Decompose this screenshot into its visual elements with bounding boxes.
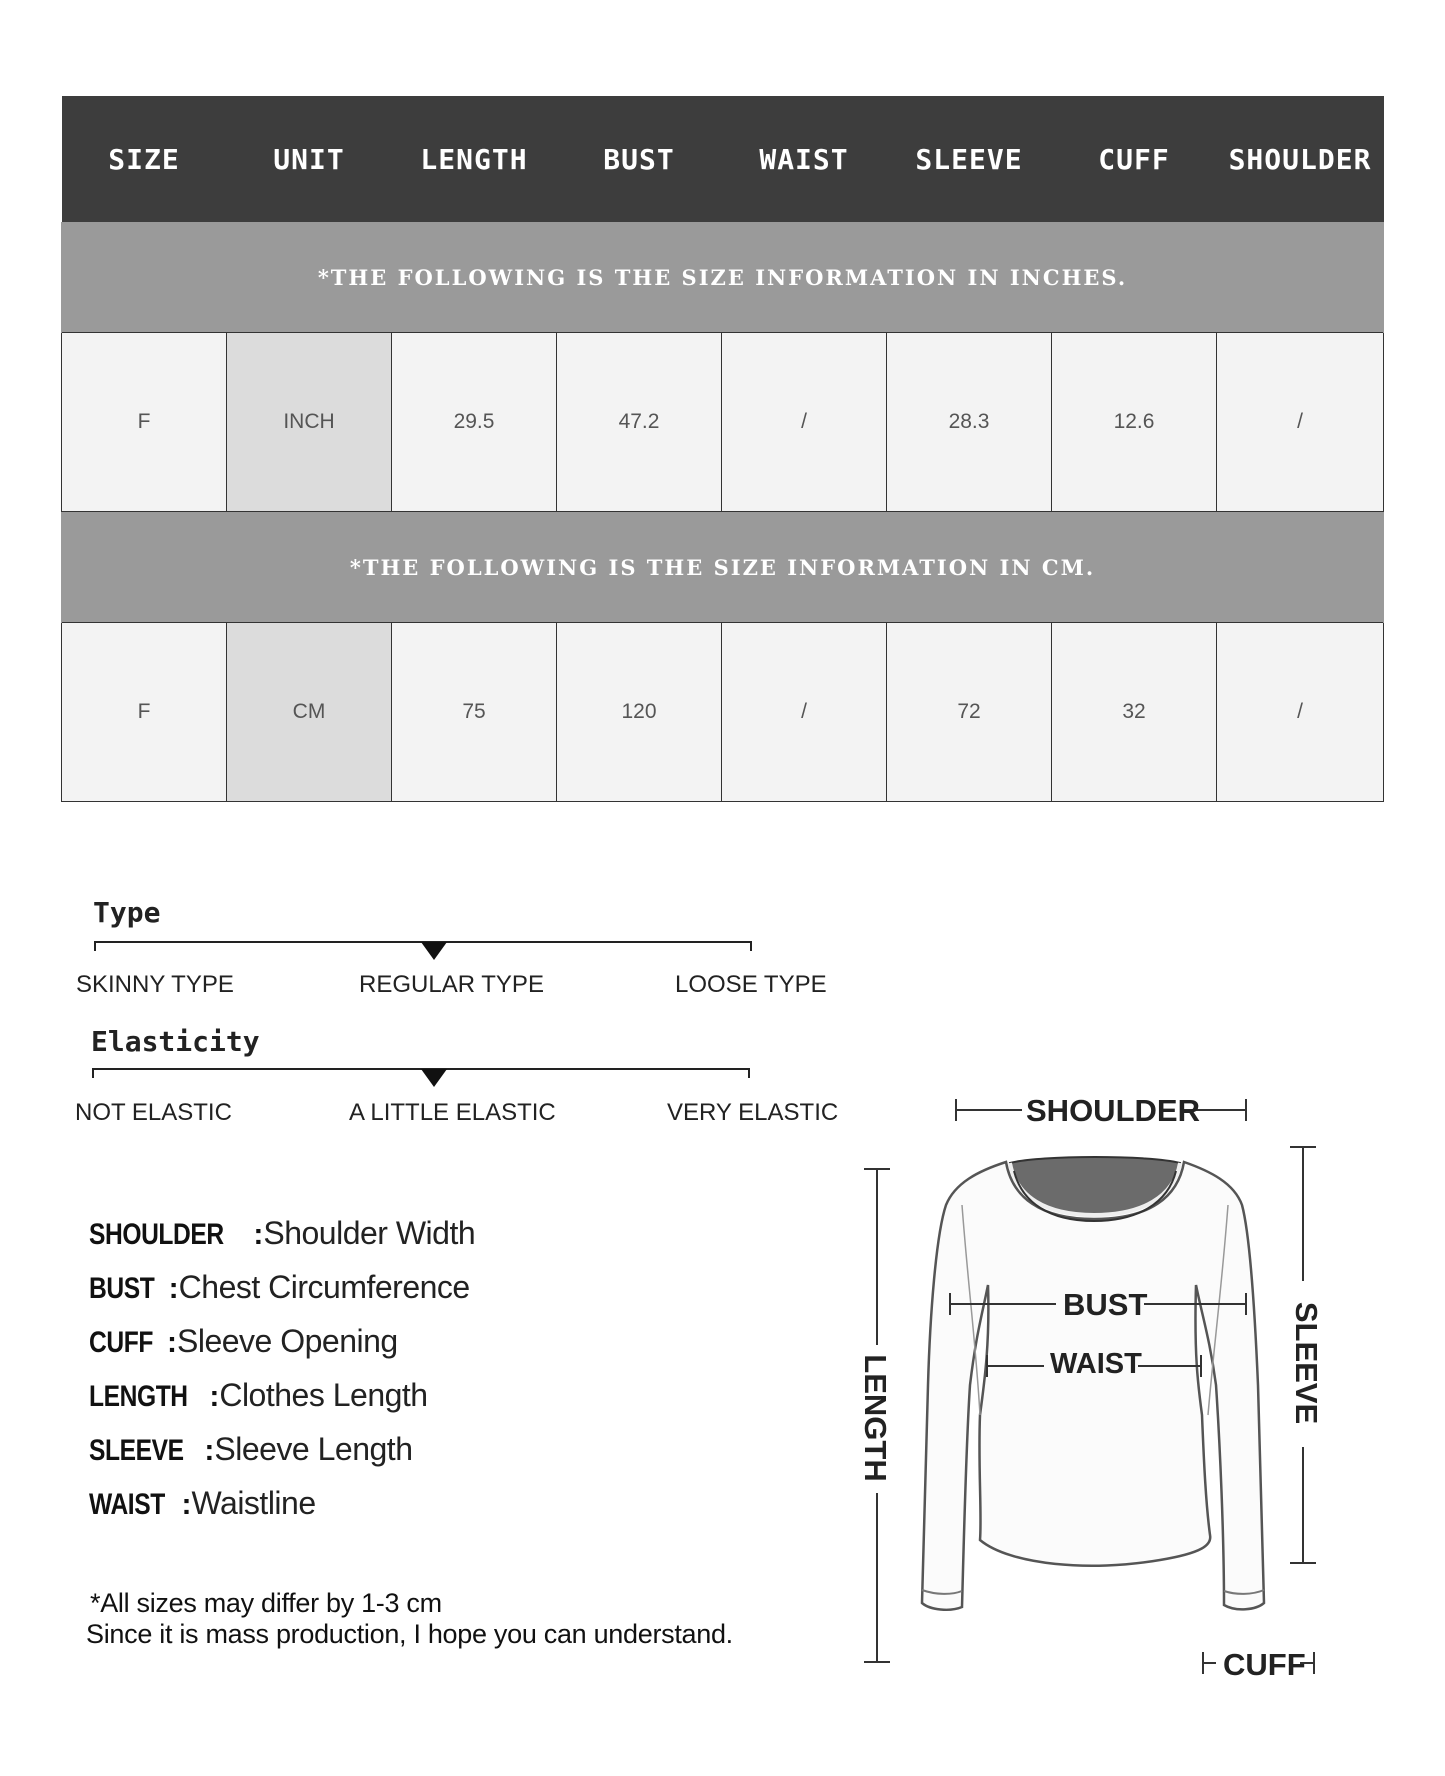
header-shoulder: SHOULDER	[1217, 96, 1384, 222]
cell-sleeve: 28.3	[887, 333, 1052, 512]
definition-length	[89, 1377, 475, 1431]
diagram-label-cuff: CUFF	[1223, 1647, 1306, 1682]
header-cuff: CUFF	[1052, 96, 1217, 222]
type-scale-marker	[421, 942, 447, 960]
definition-text: Waistline	[191, 1485, 316, 1521]
definition-term: WAIST	[89, 1488, 165, 1521]
header-size: SIZE	[62, 96, 227, 222]
header-unit: UNIT	[227, 96, 392, 222]
elasticity-scale-title: Elasticity	[91, 1025, 260, 1058]
elasticity-scale-tick-right	[748, 1068, 750, 1078]
cell-waist: /	[722, 623, 887, 802]
definition-text: Chest Circumference	[178, 1269, 470, 1305]
cell-bust: 120	[557, 623, 722, 802]
cell-shoulder: /	[1217, 333, 1384, 512]
inches-note-row	[62, 222, 1384, 333]
measurement-definitions	[89, 1215, 475, 1539]
cell-cuff: 12.6	[1052, 333, 1217, 512]
definition-sleeve	[89, 1431, 475, 1485]
elasticity-scale-tick-left	[92, 1068, 94, 1078]
type-label-regular: REGULAR TYPE	[359, 971, 544, 998]
definition-cuff	[89, 1323, 475, 1377]
definition-term: BUST	[89, 1272, 155, 1305]
header-bust: BUST	[557, 96, 722, 222]
cell-size: F	[62, 623, 227, 802]
cell-length: 29.5	[392, 333, 557, 512]
elasticity-scale-marker	[421, 1069, 447, 1087]
cell-unit: INCH	[227, 333, 392, 512]
footnote-line-1: *All sizes may differ by 1-3 cm	[90, 1588, 442, 1618]
definition-colon: :	[181, 1488, 192, 1521]
table-header-row	[62, 96, 1384, 222]
header-waist: WAIST	[722, 96, 887, 222]
definition-term: SHOULDER	[89, 1218, 224, 1251]
cell-length: 75	[392, 623, 557, 802]
footnote-line-2: Since it is mass production, I hope you can understand.	[86, 1619, 733, 1649]
inches-note: *THE FOLLOWING IS THE SIZE INFORMATION IN INCHES.	[62, 222, 1384, 333]
cm-note: *THE FOLLOWING IS THE SIZE INFORMATION IN CM.	[62, 512, 1384, 623]
cell-waist: /	[722, 333, 887, 512]
long-sleeve-shirt-illustration	[850, 1085, 1330, 1685]
definition-colon: :	[253, 1218, 264, 1251]
cell-bust: 47.2	[557, 333, 722, 512]
type-scale-tick-right	[750, 941, 752, 951]
definition-colon: :	[168, 1272, 179, 1305]
definition-text: Sleeve Length	[214, 1431, 413, 1467]
definition-colon: :	[204, 1434, 215, 1467]
diagram-label-bust: BUST	[1063, 1287, 1148, 1322]
definition-term: CUFF	[89, 1326, 153, 1359]
cell-sleeve: 72	[887, 623, 1052, 802]
cell-size: F	[62, 333, 227, 512]
type-scale-title: Type	[93, 896, 161, 929]
elasticity-label-very: VERY ELASTIC	[667, 1099, 839, 1126]
definition-shoulder	[89, 1215, 475, 1269]
type-scale-tick-left	[94, 941, 96, 951]
definition-text: Shoulder Width	[263, 1215, 476, 1251]
size-table	[61, 96, 1384, 802]
diagram-label-sleeve: SLEEVE	[1289, 1301, 1324, 1425]
cell-unit: CM	[227, 623, 392, 802]
header-length: LENGTH	[392, 96, 557, 222]
type-label-loose: LOOSE TYPE	[675, 971, 827, 998]
elasticity-label-little: A LITTLE ELASTIC	[349, 1099, 556, 1126]
size-footnote	[86, 1588, 733, 1650]
definition-colon: :	[166, 1326, 177, 1359]
diagram-label-length: LENGTH	[858, 1354, 893, 1482]
garment-diagram	[850, 1085, 1330, 1685]
diagram-label-shoulder: SHOULDER	[1026, 1093, 1200, 1128]
definition-colon: :	[209, 1380, 220, 1413]
table-row	[62, 623, 1384, 802]
definition-bust	[89, 1269, 475, 1323]
definition-waist	[89, 1485, 475, 1539]
definition-term: LENGTH	[89, 1380, 188, 1413]
definition-text: Sleeve Opening	[176, 1323, 398, 1359]
diagram-label-waist: WAIST	[1050, 1348, 1142, 1380]
cell-shoulder: /	[1217, 623, 1384, 802]
definition-text: Clothes Length	[219, 1377, 428, 1413]
cm-note-row	[62, 512, 1384, 623]
shirt-outline	[922, 1162, 1264, 1610]
table-row	[62, 333, 1384, 512]
elasticity-label-not: NOT ELASTIC	[75, 1099, 232, 1126]
type-label-skinny: SKINNY TYPE	[76, 971, 234, 998]
header-sleeve: SLEEVE	[887, 96, 1052, 222]
definition-term: SLEEVE	[89, 1434, 184, 1467]
cell-cuff: 32	[1052, 623, 1217, 802]
